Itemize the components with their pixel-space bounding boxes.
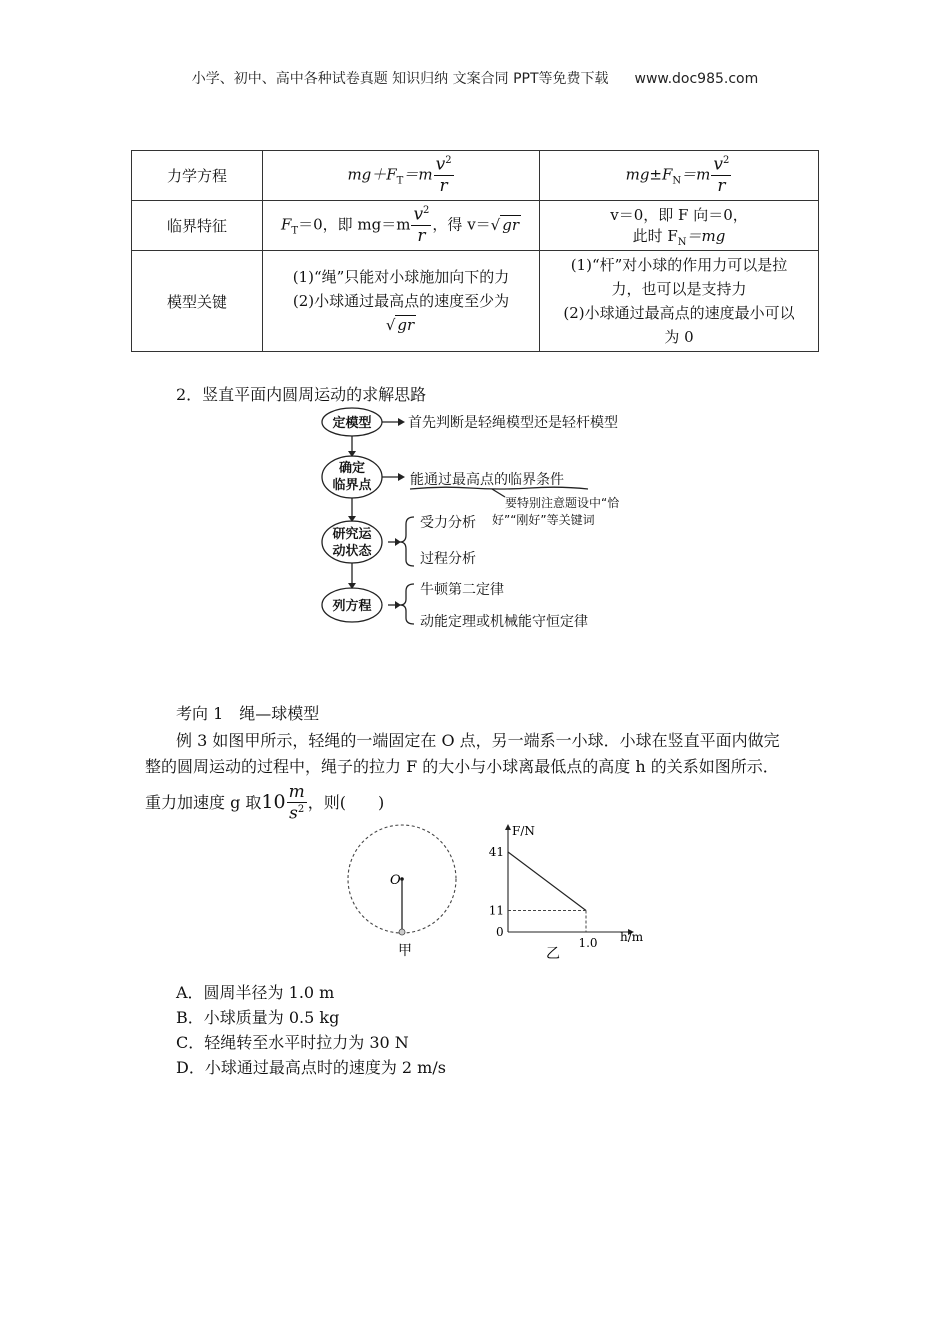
y-tick-label: 41 — [488, 845, 504, 859]
header-site[interactable]: www.doc985.com — [634, 71, 759, 87]
y-axis-arrow — [505, 824, 511, 830]
step4b-text: 动能定理或机械能守恒定律 — [420, 614, 588, 630]
node-label: 临界点 — [332, 478, 372, 493]
node-label: 动状态 — [332, 544, 372, 559]
step4a-text: 牛顿第二定律 — [420, 582, 504, 598]
note-line1: 要特别注意题设中“恰 — [505, 496, 620, 510]
note-line2: 好”“刚好”等关键词 — [492, 513, 595, 527]
rod-equation: $mg\pm F_N=m$ $\frac{v^2}{r}$ — [540, 151, 819, 201]
section-title: 2．竖直平面内圆周运动的求解思路 — [176, 385, 427, 404]
page-header — [0, 68, 950, 88]
row-label: 模型关键 — [132, 251, 263, 352]
option-b[interactable]: B．小球质量为 0.5 kg — [176, 1008, 340, 1027]
rod-critical: v＝0，即 F 向＝0， 此时 $F_N=mg$ — [540, 201, 819, 251]
problem-line3: 重力加速度 g 取10 $\frac{m}{s^2}$ ，则( ) — [145, 782, 385, 824]
problem-line1: 例 3 如图甲所示，轻绳的一端固定在 O 点，另一端系一小球．小球在竖直平面内做完 — [176, 731, 780, 750]
solution-flowchart — [320, 404, 660, 636]
figure-b-chart — [460, 822, 650, 964]
table-row — [132, 201, 819, 251]
step2-text: 能通过最高点的临界条件 — [410, 472, 564, 488]
x-tick-label: 1.0 — [578, 936, 598, 950]
x-axis-label: h/m — [620, 930, 644, 944]
y-axis-label: F/N — [512, 824, 535, 838]
node-label: 研究运 — [332, 527, 372, 542]
figure-caption: 乙 — [546, 946, 560, 962]
direction-title: 考向 1 绳—球模型 — [176, 704, 320, 723]
node-label: 定模型 — [332, 416, 372, 431]
rope-equation: $mg+F_T=m$ $\frac{v^2}{r}$ — [263, 151, 540, 201]
option-c[interactable]: C．轻绳转至水平时拉力为 30 N — [176, 1033, 409, 1052]
table-row — [132, 151, 819, 201]
table-row — [132, 251, 819, 352]
model-comparison-table — [131, 150, 819, 352]
rope-key: (1)“绳”只能对小球施加向下的力 (2)小球通过最高点的速度至少为 √ gr — [263, 251, 540, 352]
option-d[interactable]: D．小球通过最高点时的速度为 2 m/s — [176, 1058, 446, 1077]
step1-text: 首先判断是轻绳模型还是轻杆模型 — [408, 415, 618, 431]
x-tick-label-origin: 0 — [496, 925, 504, 939]
step3a-text: 受力分析 — [420, 515, 476, 531]
node-label: 列方程 — [332, 599, 372, 614]
row-label: 力学方程 — [132, 151, 263, 201]
step3b-text: 过程分析 — [420, 551, 476, 567]
figure-caption: 甲 — [398, 943, 412, 959]
y-tick-label: 11 — [488, 903, 504, 918]
node-label: 确定 — [338, 461, 366, 476]
figure-a-circle — [346, 820, 471, 962]
header-text: 小学、初中、高中各种试卷真题 知识归纳 文案合同 PPT等免费下载 — [191, 71, 609, 87]
rod-key: (1)“杆”对小球的作用力可以是拉 力，也可以是支持力 (2)小球通过最高点的速度最小可以 为 0 — [540, 251, 819, 352]
ball — [399, 929, 405, 935]
row-label: 临界特征 — [132, 201, 263, 251]
sqrt-symbol: √ gr — [490, 215, 520, 234]
series-line — [508, 852, 586, 911]
center-label: O — [390, 873, 401, 888]
rope-critical: $F_T=0$，即 mg＝m $\frac{v^2}{r}$ ，得 v＝√ gr — [263, 201, 540, 251]
problem-line2: 整的圆周运动的过程中，绳子的拉力 F 的大小与小球离最低点的高度 h 的关系如图所示． — [145, 757, 779, 776]
option-a[interactable]: A．圆周半径为 1.0 m — [176, 983, 335, 1002]
